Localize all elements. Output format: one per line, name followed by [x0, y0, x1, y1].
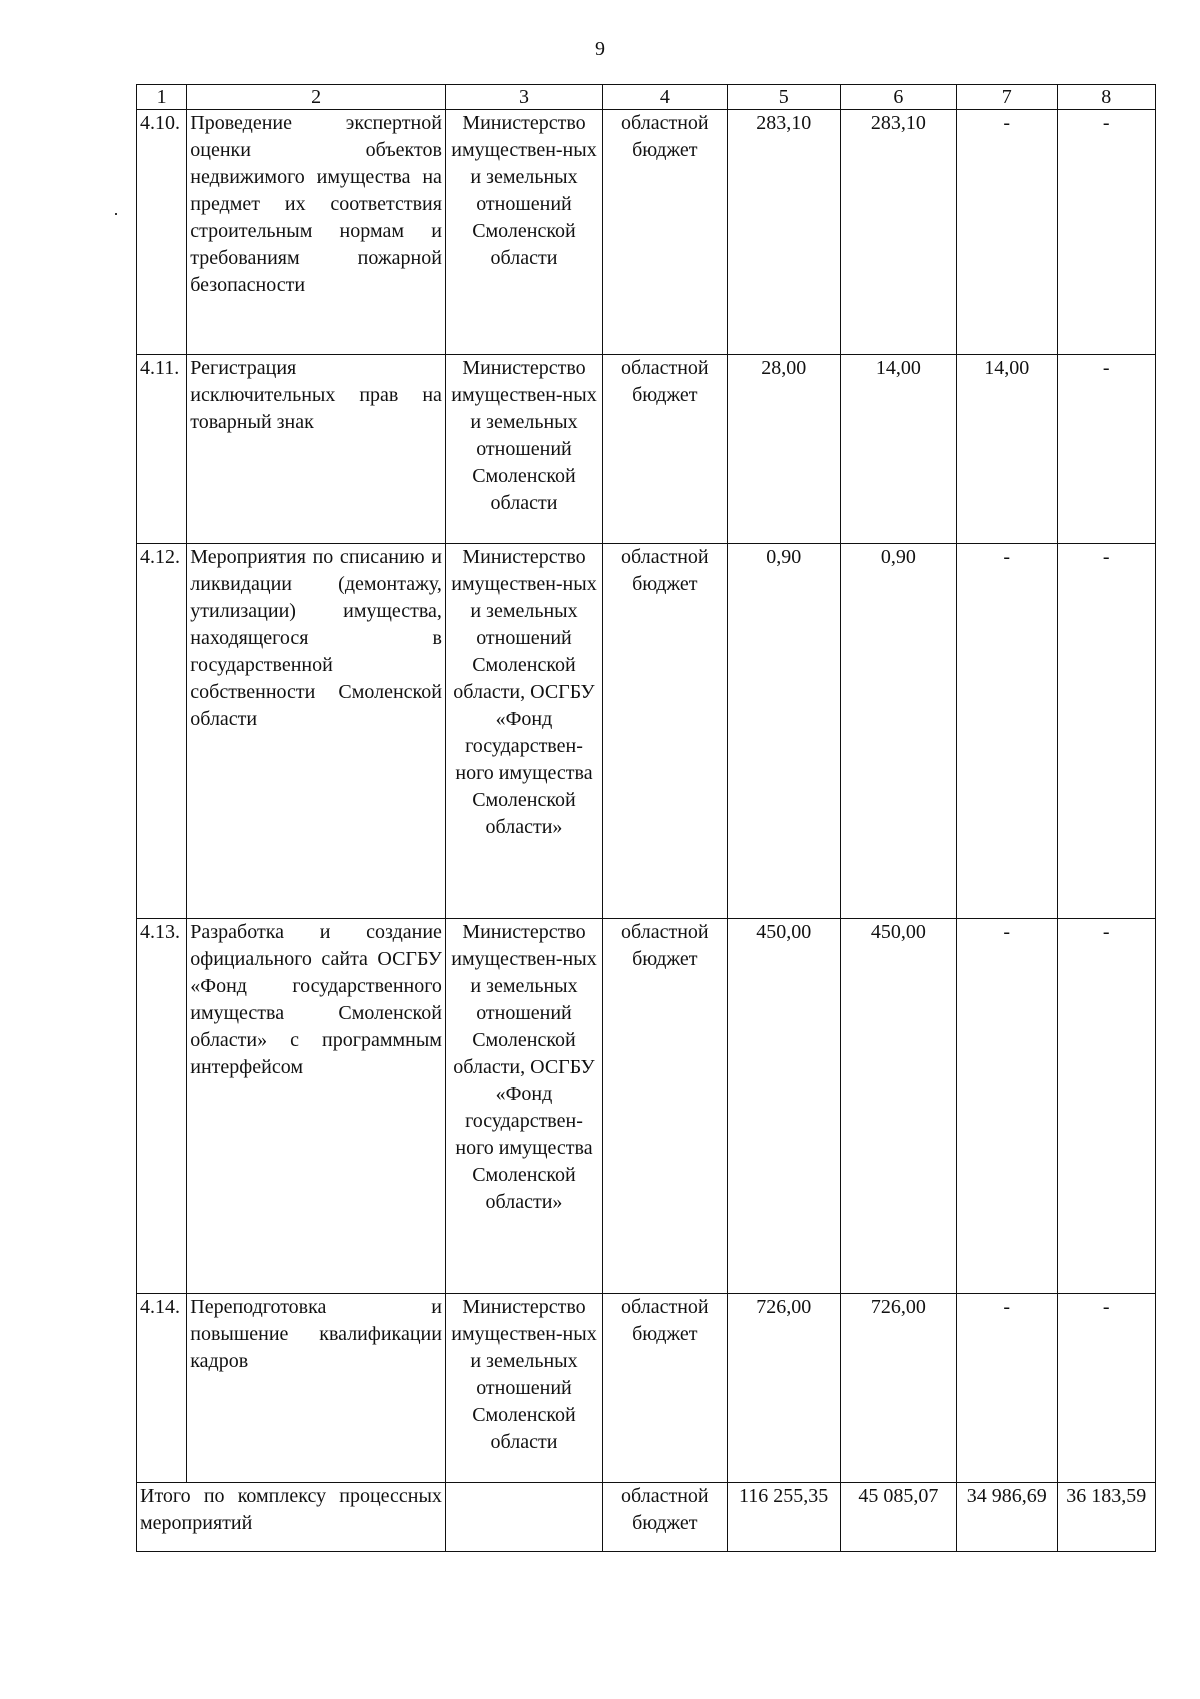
activity-name: Разработка и создание официального сайта ОСГБУ «Фонд государственного имущества Смоленской области» с программным интерфейсом — [187, 919, 446, 1294]
value-col-8: - — [1057, 919, 1156, 1294]
value-col-8: - — [1057, 544, 1156, 919]
row-number: 4.11. — [137, 355, 187, 544]
table-row — [137, 355, 1156, 544]
total-label: Итого по комплексу процессных мероприятий — [137, 1483, 446, 1552]
value-col-7: 14,00 — [956, 355, 1057, 544]
scan-speck — [115, 213, 117, 215]
value-col-7: - — [956, 1294, 1057, 1483]
table-row — [137, 544, 1156, 919]
total-col-7: 34 986,69 — [956, 1483, 1057, 1552]
value-col-6: 726,00 — [840, 1294, 956, 1483]
activity-name: Мероприятия по списанию и ликвидации (демонтажу, утилизации) имущества, находящегося в государственной собственности Смоленской области — [187, 544, 446, 919]
value-col-5: 450,00 — [727, 919, 840, 1294]
funding-source: областной бюджет — [603, 919, 728, 1294]
total-funding-source: областной бюджет — [603, 1483, 728, 1552]
row-number: 4.10. — [137, 110, 187, 355]
activity-name: Проведение экспертной оценки объектов недвижимого имущества на предмет их соответствия строительным нормам и требованиям пожарной безопасности — [187, 110, 446, 355]
responsible-executor: Министерство имуществен-ных и земельных отношений Смоленской области, ОСГБУ «Фонд государствен-ного имущества Смоленской области» — [445, 919, 602, 1294]
value-col-6: 14,00 — [840, 355, 956, 544]
funding-source: областной бюджет — [603, 1294, 728, 1483]
value-col-6: 0,90 — [840, 544, 956, 919]
header-row — [137, 85, 1156, 110]
row-number: 4.14. — [137, 1294, 187, 1483]
value-col-6: 283,10 — [840, 110, 956, 355]
funding-source: областной бюджет — [603, 544, 728, 919]
header-col-5: 5 — [727, 85, 840, 110]
responsible-executor: Министерство имуществен-ных и земельных отношений Смоленской области, ОСГБУ «Фонд государствен-ного имущества Смоленской области» — [445, 544, 602, 919]
total-responsible-empty — [445, 1483, 602, 1552]
value-col-7: - — [956, 110, 1057, 355]
value-col-8: - — [1057, 355, 1156, 544]
value-col-5: 283,10 — [727, 110, 840, 355]
row-number: 4.13. — [137, 919, 187, 1294]
header-col-6: 6 — [840, 85, 956, 110]
value-col-8: - — [1057, 1294, 1156, 1483]
table-row — [137, 110, 1156, 355]
header-col-8: 8 — [1057, 85, 1156, 110]
responsible-executor: Министерство имуществен-ных и земельных отношений Смоленской области — [445, 355, 602, 544]
total-row — [137, 1483, 1156, 1552]
program-table — [136, 84, 1156, 1552]
page-number: 9 — [595, 38, 605, 60]
value-col-5: 0,90 — [727, 544, 840, 919]
header-col-7: 7 — [956, 85, 1057, 110]
value-col-8: - — [1057, 110, 1156, 355]
header-col-4: 4 — [603, 85, 728, 110]
value-col-6: 450,00 — [840, 919, 956, 1294]
funding-source: областной бюджет — [603, 110, 728, 355]
table-row — [137, 1294, 1156, 1483]
header-col-3: 3 — [445, 85, 602, 110]
funding-source: областной бюджет — [603, 355, 728, 544]
value-col-7: - — [956, 919, 1057, 1294]
total-col-8: 36 183,59 — [1057, 1483, 1156, 1552]
total-col-5: 116 255,35 — [727, 1483, 840, 1552]
responsible-executor: Министерство имуществен-ных и земельных отношений Смоленской области — [445, 1294, 602, 1483]
activity-name: Регистрация исключительных прав на товарный знак — [187, 355, 446, 544]
value-col-7: - — [956, 544, 1057, 919]
value-col-5: 726,00 — [727, 1294, 840, 1483]
total-col-6: 45 085,07 — [840, 1483, 956, 1552]
header-col-1: 1 — [137, 85, 187, 110]
activity-name: Переподготовка и повышение квалификации кадров — [187, 1294, 446, 1483]
responsible-executor: Министерство имуществен-ных и земельных отношений Смоленской области — [445, 110, 602, 355]
table-row — [137, 919, 1156, 1294]
header-col-2: 2 — [187, 85, 446, 110]
row-number: 4.12. — [137, 544, 187, 919]
value-col-5: 28,00 — [727, 355, 840, 544]
